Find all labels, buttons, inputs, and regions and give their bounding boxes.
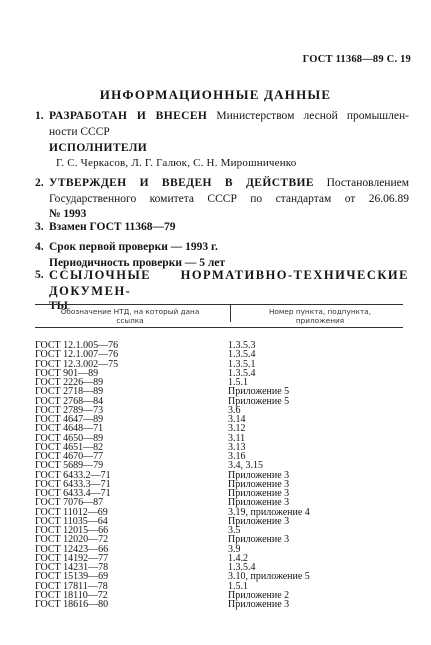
clause-reference: 1.5.1 — [228, 580, 248, 592]
document-designation: ГОСТ 18616—80 — [35, 599, 109, 610]
section-heading: ТЫ — [49, 300, 68, 312]
table-header-clause: Номер пункта, подпункта, приложения — [268, 307, 372, 325]
document-designation: ГОСТ 12423—66 — [35, 543, 109, 555]
clause-reference: 3.6 — [228, 404, 241, 416]
clause-reference: 1.5.1 — [228, 377, 248, 388]
document-designation: ГОСТ 6433.4—71 — [35, 488, 111, 499]
section-heading: ССЫЛОЧНЫЕ НОРМАТИВНО-ТЕХНИЧЕСКИЕ ДОКУМЕН- — [49, 268, 409, 298]
clause-reference: 3.11 — [228, 432, 246, 444]
section-lead: РАЗРАБОТАН И ВНЕСЕН — [49, 110, 208, 122]
document-designation: ГОСТ 11035—64 — [35, 515, 108, 527]
clause-reference: 1.3.5.4 — [228, 349, 256, 361]
clause-reference: 3.4, 3.15 — [228, 460, 263, 472]
clause-reference: 3.10, приложение 5 — [228, 571, 310, 583]
section-text: Взамен ГОСТ 11368—79 — [49, 221, 176, 233]
section-4 — [35, 240, 409, 271]
section-text: Постановлением — [326, 177, 409, 189]
table-header-rule — [35, 327, 403, 328]
document-designation: ГОСТ 14231—78 — [35, 562, 109, 573]
clause-reference: Приложение 2 — [228, 589, 290, 601]
clause-reference: 3.12 — [228, 423, 246, 435]
page-title: ИНФОРМАЦИОННЫЕ ДАННЫЕ — [99, 87, 332, 102]
document-designation: ГОСТ 6433.2—71 — [35, 469, 111, 481]
executors-heading: ИСПОЛНИТЕЛИ — [49, 142, 148, 154]
clause-reference: 1.4.2 — [228, 552, 248, 564]
executors-names: Г. С. Черкасов, Л. Г. Галюк, С. Н. Мирошниченко — [56, 157, 297, 169]
table-row — [35, 600, 403, 609]
document-designation: ГОСТ 4650—89 — [35, 432, 104, 444]
clause-reference: 1.3.5.3 — [228, 340, 256, 351]
document-designation: ГОСТ 2226—89 — [35, 377, 104, 388]
clause-reference: 3.13 — [228, 441, 246, 453]
clause-reference: 3.16 — [228, 451, 246, 462]
section-text: ности СССР — [49, 125, 110, 138]
section-number: 2. — [35, 177, 44, 189]
document-designation: ГОСТ 2768—84 — [35, 395, 104, 407]
document-designation: ГОСТ 901—89 — [35, 367, 99, 379]
document-designation: ГОСТ 17811—78 — [35, 580, 108, 592]
clause-reference: Приложение 5 — [228, 395, 290, 407]
document-designation: ГОСТ 12.3.002—75 — [35, 358, 119, 370]
document-designation: ГОСТ 6433.3—71 — [35, 478, 111, 490]
table-body — [35, 341, 403, 609]
section-3 — [35, 220, 409, 236]
clause-reference: Приложение 3 — [228, 515, 290, 527]
section-1 — [35, 109, 409, 140]
document-designation: ГОСТ 15139—69 — [35, 571, 109, 583]
clause-reference: Приложение 3 — [228, 478, 290, 490]
document-designation: ГОСТ 5689—79 — [35, 460, 104, 472]
table-column-divider — [230, 305, 231, 322]
section-number: 5. — [35, 269, 44, 281]
document-designation: ГОСТ 4647—89 — [35, 414, 104, 425]
document-designation: ГОСТ 18110—72 — [35, 589, 108, 601]
clause-reference: 1.3.5.1 — [228, 358, 256, 370]
document-designation: ГОСТ 12.1.005—76 — [35, 340, 119, 351]
document-designation: ГОСТ 11012—69 — [35, 506, 108, 518]
document-designation: ГОСТ 14192—77 — [35, 552, 109, 564]
section-text: Срок первой проверки — 1993 г. — [49, 241, 218, 253]
document-designation: ГОСТ 12015—66 — [35, 525, 109, 536]
clause-reference: Приложение 3 — [228, 488, 290, 499]
clause-reference: 3.5 — [228, 525, 241, 536]
document-designation: ГОСТ 12020—72 — [35, 534, 109, 546]
clause-reference: 3.9 — [228, 543, 241, 555]
table-header-document: Обозначение НТД, на который дана ссылка — [60, 307, 200, 325]
section-number: 4. — [35, 241, 44, 253]
document-designation: ГОСТ 4670—77 — [35, 451, 104, 462]
clause-reference: Приложение 5 — [228, 386, 290, 398]
page-header: ГОСТ 11368—89 С. 19 — [302, 54, 411, 65]
section-lead: УТВЕРЖДЕН И ВВЕДЕН В ДЕЙСТВИЕ — [49, 177, 314, 189]
document-designation: ГОСТ 7076—87 — [35, 497, 104, 509]
document-designation: ГОСТ 2718—89 — [35, 386, 104, 398]
section-number: 1. — [35, 110, 44, 122]
section-number: 3. — [35, 221, 44, 233]
clause-reference: 1.3.5.4 — [228, 562, 256, 573]
section-text: Государственного комитета СССР по стандартам от 26.06.89 — [49, 192, 409, 205]
clause-reference: Приложение 3 — [228, 469, 290, 481]
section-2 — [35, 176, 409, 223]
clause-reference: Приложение 3 — [228, 534, 290, 546]
document-designation: ГОСТ 12.1.007—76 — [35, 349, 119, 361]
document-designation: ГОСТ 4648—71 — [35, 423, 104, 435]
section-text: Периодичность проверки — 5 лет — [49, 256, 226, 269]
executors-block — [35, 141, 409, 157]
clause-reference: 1.3.5.4 — [228, 367, 256, 379]
document-designation: ГОСТ 4651—82 — [35, 441, 104, 453]
clause-reference: 3.14 — [228, 414, 246, 425]
clause-reference: Приложение 3 — [228, 497, 290, 509]
clause-reference: 3.19, приложение 4 — [228, 506, 310, 518]
section-text: № 1993 — [49, 208, 87, 220]
clause-reference: Приложение 3 — [228, 599, 290, 610]
section-text: Министерством лесной промышлен- — [216, 110, 409, 122]
document-designation: ГОСТ 2789—73 — [35, 404, 104, 416]
table-top-rule — [35, 304, 403, 305]
